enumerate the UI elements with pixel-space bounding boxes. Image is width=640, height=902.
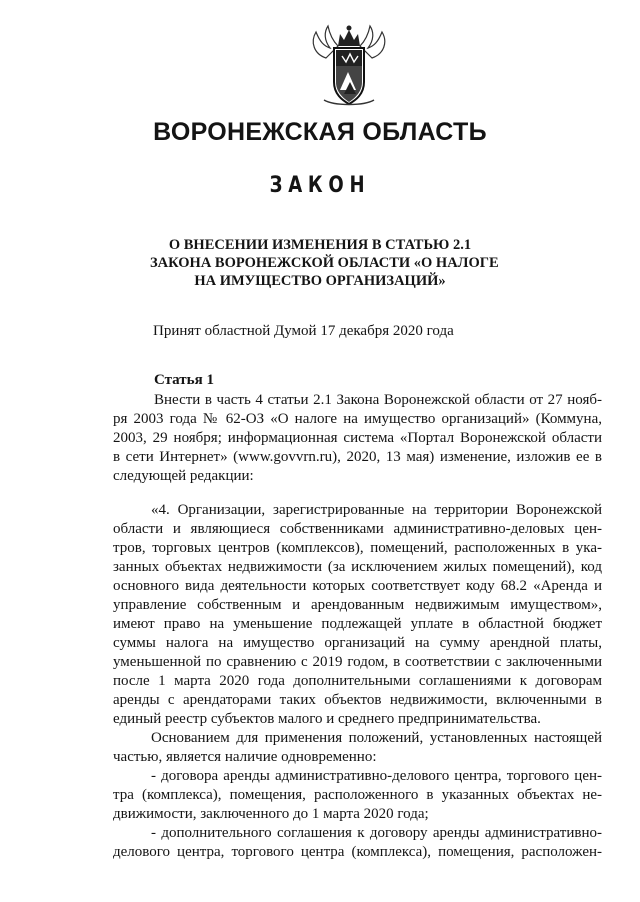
- text-line: основного вида деятельности которых соответствует коду 68.2 «Аренда и: [113, 578, 602, 594]
- law-title-line: О ВНЕСЕНИИ ИЗМЕНЕНИЯ В СТАТЬЮ 2.1: [168, 237, 472, 253]
- text-line: следующей редакции:: [113, 468, 254, 484]
- text-line: управление собственным и арендованным недвижимым имуществом»,: [113, 597, 602, 613]
- law-title-line: НА ИМУЩЕСТВО ОРГАНИЗАЦИЙ»: [194, 273, 446, 289]
- text-line: уменьшенной по сравнению с 2019 годом, в соответствии с заключенными: [113, 654, 602, 670]
- law-title-line: ЗАКОНА ВОРОНЕЖСКОЙ ОБЛАСТИ «О НАЛОГЕ: [150, 255, 499, 271]
- text-line: - дополнительного соглашения к договору аренды административно-: [151, 825, 602, 841]
- text-line: движимости, заключенного до 1 марта 2020 года;: [113, 806, 429, 822]
- text-line: тров, торговых центров (комплексов), помещений, расположенных в ука-: [113, 540, 602, 556]
- voronezh-coat-of-arms-icon: [306, 20, 392, 110]
- text-line: тра (комплекса), помещения, расположенного в указанных объектах не-: [113, 787, 602, 803]
- text-line: в сети Интернет» (www.govvrn.ru), 2020, 13 мая) изменение, изложив ее в: [113, 449, 602, 465]
- text-line: 2003, 29 ноября; информационная система «Портал Воронежской области: [113, 430, 602, 446]
- text-line: частью, является наличие одновременно:: [113, 749, 377, 765]
- text-line: единый реестр субъектов малого и среднего предпринимательства.: [113, 711, 541, 727]
- text-line: после 1 марта 2020 года дополнительными соглашениями к договорам: [113, 673, 602, 689]
- text-line: - договора аренды административно-делового центра, торгового цен-: [151, 768, 602, 784]
- text-line: ря 2003 года № 62-ОЗ «О налоге на имущество организаций» (Коммуна,: [113, 411, 602, 427]
- text-line: Основанием для применения положений, установленных настоящей: [151, 730, 602, 746]
- text-line: суммы налога на имущество организаций на сумму арендной платы,: [113, 635, 602, 651]
- adoption-date: Принят областной Думой 17 декабря 2020 года: [153, 323, 454, 339]
- law-title: [150, 236, 499, 290]
- text-line: имеют право на уменьшение подлежащей уплате в областной бюджет: [113, 616, 602, 632]
- region-heading: ВОРОНЕЖСКАЯ ОБЛАСТЬ: [153, 118, 487, 146]
- text-line: Внести в часть 4 статьи 2.1 Закона Воронежской области от 27 нояб-: [154, 392, 602, 408]
- text-line: аренды с арендаторами таких объектов недвижимости, включенными в: [113, 692, 602, 708]
- document-type-heading: ЗАКОН: [269, 173, 371, 198]
- text-line: «4. Организации, зарегистрированные на территории Воронежской: [151, 502, 602, 518]
- article-heading: Статья 1: [154, 372, 214, 388]
- text-line: делового центра, торгового центра (комплекса), помещения, расположен-: [113, 844, 602, 860]
- text-line: области и являющиеся собственниками административно-деловых цен-: [113, 521, 602, 537]
- text-line: занных объектах недвижимости (за исключением жилых помещений), код: [113, 559, 602, 575]
